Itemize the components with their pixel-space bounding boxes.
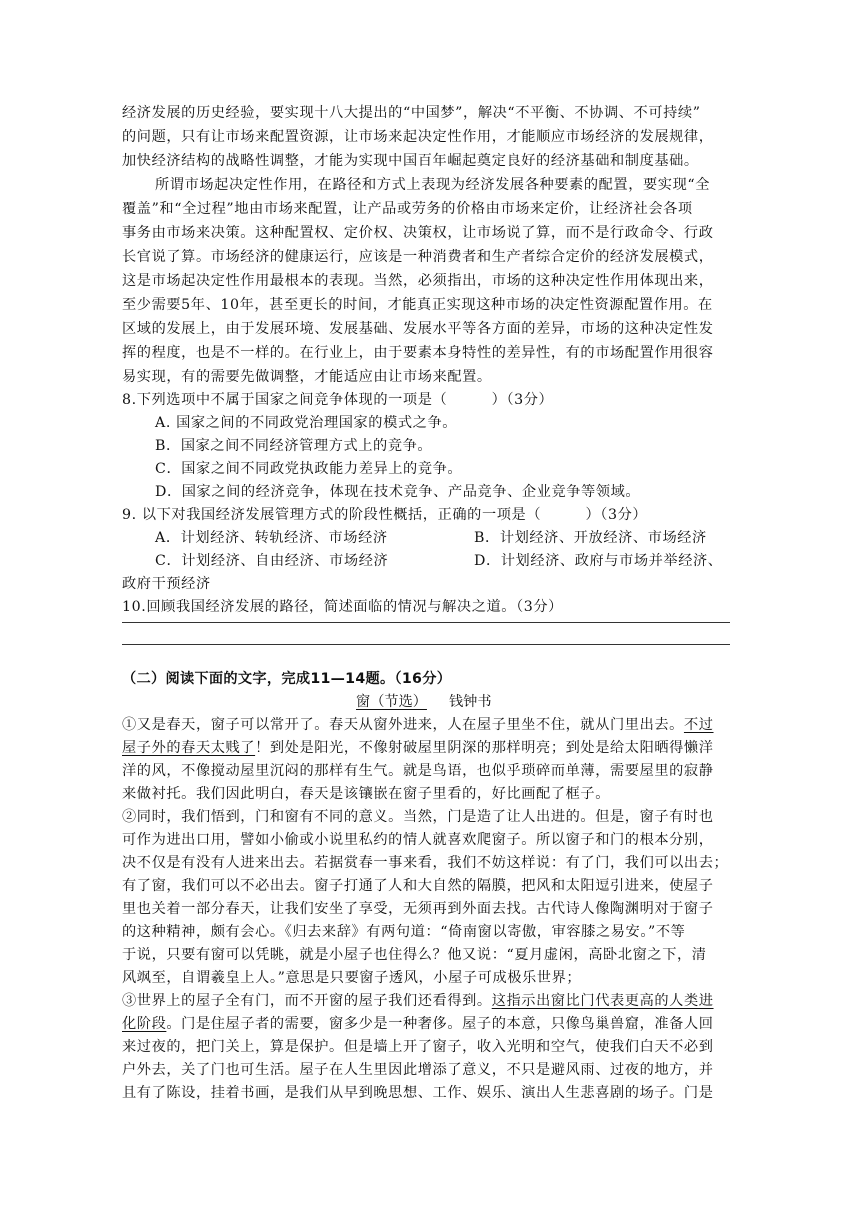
passage-line: 加快经济结构的战略性调整，才能为实现中国百年崛起奠定良好的经济基础和制度基础。 xyxy=(122,153,699,169)
passage-line: 经济发展的历史经验，要实现十八大提出的“中国梦”，解决“不平衡、不协调、不可持续” xyxy=(122,105,701,121)
q9-option-b: B．计划经济、开放经济、市场经济 xyxy=(474,530,707,546)
q9-option-d: D．计划经济、政府与市场并举经济、 xyxy=(474,553,723,569)
q8-option-d: D．国家之间的经济竞争，体现在技术竞争、产品竞争、企业竞争等领域。 xyxy=(155,484,641,500)
section-heading: （二）阅读下面的文字，完成11—14题。（16分） xyxy=(122,671,452,687)
underlined-text: 这指示出窗比门代表更高的人类进 xyxy=(491,993,714,1009)
passage-line: 的问题，只有让市场来配置资源，让市场来起决定性作用，才能顺应市场经济的发展规律， xyxy=(122,129,714,145)
q9-option-d-continued: 政府干预经济 xyxy=(122,576,211,592)
article-line: 化阶段。门是住屋子者的需要，窗多少是一种奢侈。屋子的本意，只像鸟巢兽窟，准备人回 xyxy=(122,1016,714,1032)
passage-line: 事务由市场来决策。这种配置权、定价权、决策权，让市场说了算，而不是行政命令、行政 xyxy=(122,225,714,241)
answer-line xyxy=(122,622,730,623)
question-8-stem: 8.下列选项中不属于国家之间竞争体现的一项是（ ）（3分） xyxy=(122,392,554,408)
article-author: 钱钟书 xyxy=(448,694,492,710)
article-line: ③世界上的屋子全有门，而不开窗的屋子我们还看得到。这指示出窗比门代表更高的人类进 xyxy=(122,993,714,1009)
q8-option-a: A. 国家之间的不同政党治理国家的模式之争。 xyxy=(155,415,458,431)
article-line: 且有了陈设，挂着书画，是我们从早到晚思想、工作、娱乐、演出人生悲喜剧的场子。门是 xyxy=(122,1085,714,1101)
passage-line: 所谓市场起决定性作用，在路径和方式上表现为经济发展各种要素的配置，要实现“全 xyxy=(155,177,710,193)
passage-line: 这是市场起决定性作用最根本的表现。当然，必须指出，市场的这种决定性作用体现出来， xyxy=(122,273,714,289)
article-line: 来做衬托。我们因此明白，春天是该镶嵌在窗子里看的，好比画配了框子。 xyxy=(122,786,610,802)
article-line: 于说，只要有窗可以凭眺，就是小屋子也住得么？他又说：“夏月虚闲，高卧北窗之下，清 xyxy=(122,947,707,963)
q9-option-a: A．计划经济、转轨经济、市场经济 xyxy=(155,530,388,546)
article-line: 有了窗，我们可以不必出去。窗子打通了人和大自然的隔膜，把风和太阳逗引进来，使屋子 xyxy=(122,878,714,894)
article-line: 户外去，关了门也可生活。屋子在人生里因此增添了意义，不只是避风雨、过夜的地方，并 xyxy=(122,1062,714,1078)
article-line: ①又是春天，窗子可以常开了。春天从窗外进来，人在屋子里坐不住，就从门里出去。不过 xyxy=(122,717,714,733)
article-line: 屋子外的春天太贱了！到处是阳光，不像射破屋里阴深的那样明亮；到处是给太阳晒得懒洋 xyxy=(122,740,714,756)
answer-line xyxy=(122,644,730,645)
question-10-stem: 10.回顾我国经济发展的路径，简述面临的情况与解决之道。（3分） xyxy=(122,599,563,615)
underlined-text: 屋子外的春天太贱了 xyxy=(122,740,256,756)
passage-line: 长官说了算。市场经济的健康运行，应该是一种消费者和生产者综合定价的经济发展模式， xyxy=(122,249,714,265)
article-line: 来过夜的，把门关上，算是保护。但是墙上开了窗子，收入光明和空气，使我们白天不必到 xyxy=(122,1039,714,1055)
passage-line: 至少需要5年、10年，甚至更长的时间，才能真正实现这种市场的决定性资源配置作用。在 xyxy=(122,297,713,313)
passage-line: 挥的程度，也是不一样的。在行业上，由于要素本身特性的差异性，有的市场配置作用很容 xyxy=(122,345,714,361)
underlined-text: 化阶段 xyxy=(122,1016,167,1032)
article-line: 洋的风，不像搅动屋里沉闷的那样有生气。就是鸟语，也似乎琐碎而单薄，需要屋里的寂静 xyxy=(122,763,714,779)
passage-line: 区域的发展上，由于发展环境、发展基础、发展水平等各方面的差异，市场的这种决定性发 xyxy=(122,321,714,337)
article-line: 的这种精神，颇有会心。《归去来辞》有两句道：“倚南窗以寄傲，审容膝之易安。”不等 xyxy=(122,924,686,940)
article-title xyxy=(356,691,492,714)
article-line: ②同时，我们悟到，门和窗有不同的意义。当然，门是造了让人出进的。但是，窗子有时也 xyxy=(122,809,714,825)
article-line: 决不仅是有没有人进来出去。若据赏春一事来看，我们不妨这样说：有了门，我们可以出去； xyxy=(122,855,729,871)
passage-line: 易实现，有的需要先做调整，才能适应由让市场来配置。 xyxy=(122,369,492,385)
article-line: 风飒至，自谓羲皇上人。”意思是只要窗子透风，小屋子可成极乐世界； xyxy=(122,970,582,986)
article-line: 可作为进出口用，譬如小偷或小说里私约的情人就喜欢爬窗子。所以窗子和门的根本分别， xyxy=(122,832,714,848)
underlined-text: 不过 xyxy=(683,717,714,733)
q8-option-b: B．国家之间不同经济管理方式上的竞争。 xyxy=(155,438,433,454)
q8-option-c: C．国家之间不同政党执政能力差异上的竞争。 xyxy=(155,461,463,477)
question-9-stem: 9. 以下对我国经济发展管理方式的阶段性概括，正确的一项是（ ）（3分） xyxy=(122,507,648,523)
q9-option-c: C．计划经济、自由经济、市场经济 xyxy=(155,553,389,569)
article-line: 里也关着一部分春天，让我们安坐了享受，无须再到外面去找。古代诗人像陶渊明对于窗子 xyxy=(122,901,714,917)
article-title-text: 窗（节选） xyxy=(356,694,427,710)
passage-line: 覆盖”和“全过程”地由市场来配置，让产品或劳务的价格由市场来定价，让经济社会各项 xyxy=(122,201,693,217)
